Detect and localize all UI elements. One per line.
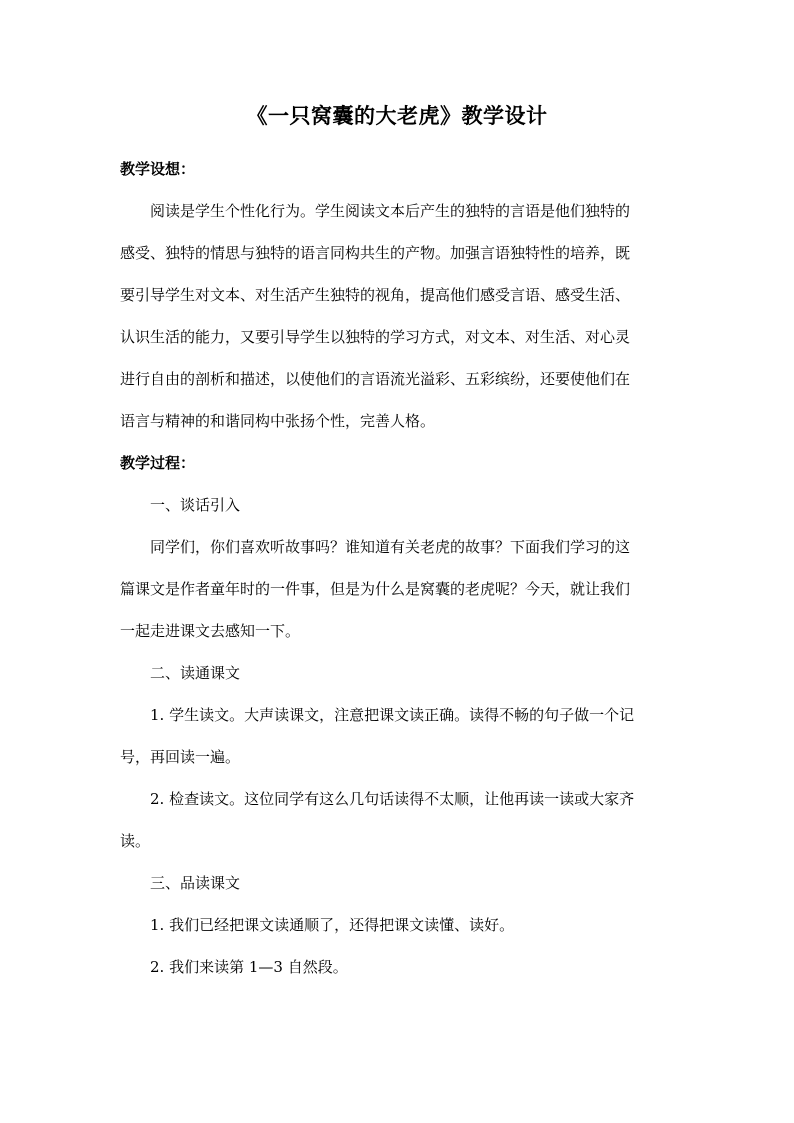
section-heading-teaching-process: 教学过程： xyxy=(120,454,196,472)
section-heading-teaching-idea: 教学设想： xyxy=(120,160,196,178)
numbered-item-continuation: 读。 xyxy=(120,832,151,850)
paragraph-line: 要引导学生对文本、对生活产生独特的视角，提高他们感受言语、感受生活、 xyxy=(120,286,631,304)
numbered-item: 2. 我们来读第 1—3 自然段。 xyxy=(150,958,348,976)
paragraph-line: 语言与精神的和谐同构中张扬个性，完善人格。 xyxy=(120,412,436,430)
paragraph-line: 进行自由的剖析和描述，以使他们的言语流光溢彩、五彩缤纷，还要使他们在 xyxy=(120,370,631,388)
paragraph-line: 一起走进课文去感知一下。 xyxy=(120,622,301,640)
subsection-heading-intro: 一、谈话引入 xyxy=(150,496,241,514)
paragraph-line: 认识生活的能力，又要引导学生以独特的学习方式，对文本、对生活、对心灵 xyxy=(120,328,631,346)
document-title: 《一只窝囊的大老虎》教学设计 xyxy=(246,103,548,128)
subsection-heading-read-through: 二、读通课文 xyxy=(150,664,241,682)
numbered-item: 2. 检查读文。这位同学有这么几句话读得不太顺，让他再读一读或大家齐 xyxy=(150,790,635,808)
paragraph-line: 阅读是学生个性化行为。学生阅读文本后产生的独特的言语是他们独特的 xyxy=(150,202,631,220)
subsection-heading-appreciate: 三、品读课文 xyxy=(150,874,241,892)
paragraph-line: 感受、独特的情思与独特的语言同构共生的产物。加强言语独特性的培养，既 xyxy=(120,244,631,262)
paragraph-line: 同学们，你们喜欢听故事吗？谁知道有关老虎的故事？下面我们学习的这 xyxy=(150,538,631,556)
paragraph-line: 篇课文是作者童年时的一件事，但是为什么是窝囊的老虎呢？今天，就让我们 xyxy=(120,580,631,598)
numbered-item: 1. 学生读文。大声读课文，注意把课文读正确。读得不畅的句子做一个记 xyxy=(150,706,635,724)
numbered-item: 1. 我们已经把课文读通顺了，还得把课文读懂、读好。 xyxy=(150,916,515,934)
numbered-item-continuation: 号，再回读一遍。 xyxy=(120,748,241,766)
